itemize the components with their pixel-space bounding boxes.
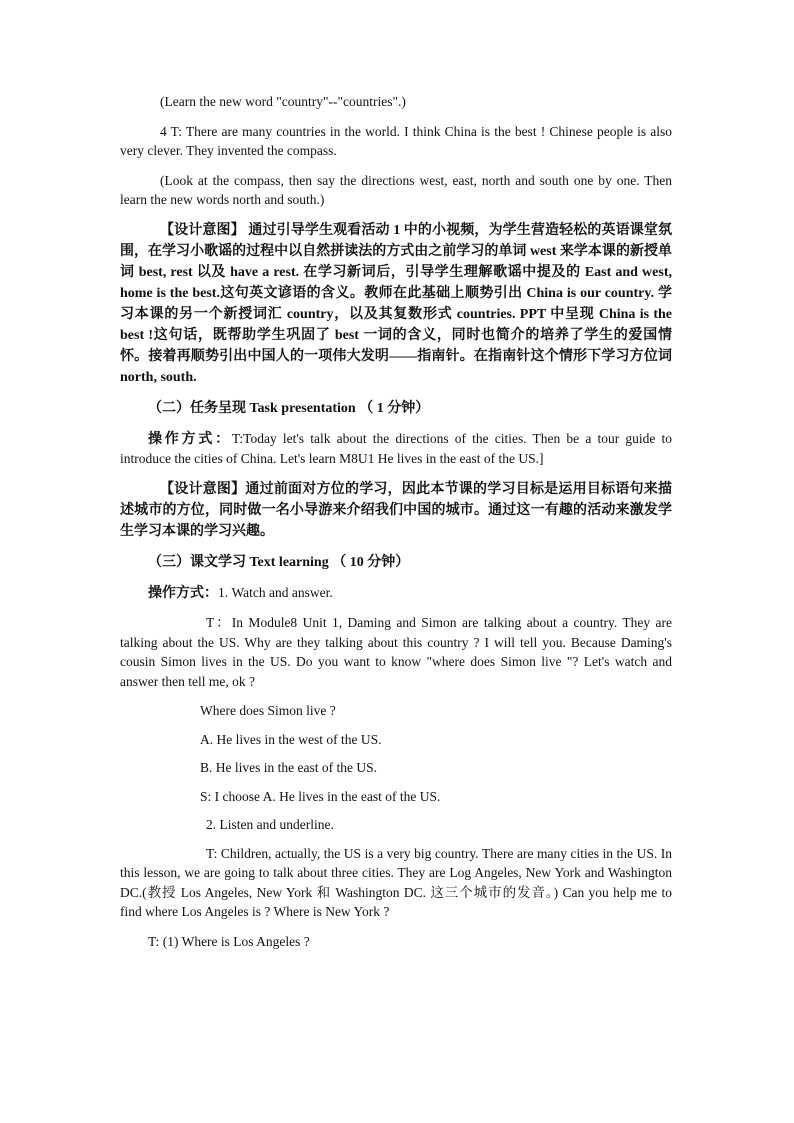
learn-country-line: (Learn the new word "country"--"countries".) bbox=[160, 94, 406, 109]
task-presentation-text: T:Today let's talk about the directions of the cities. Then be a tour guide to introduce the cities of China. Let's learn M8U1 He lives in the east of the US.] bbox=[120, 430, 672, 466]
operation-label: 操作方式： bbox=[148, 431, 232, 447]
teacher-countries-paragraph: 4 T: There are many countries in the world. I think China is the best ! Chinese people is also very clever. They invented the compass. bbox=[120, 123, 672, 158]
task-presentation-paragraph bbox=[120, 429, 672, 469]
section-task-presentation-title: （二）任务呈现 Task presentation （ 1 分钟） bbox=[148, 400, 430, 416]
listen-underline-line: 2. Listen and underline. bbox=[206, 817, 334, 832]
student-answer-line: S: I choose A. He lives in the east of the US. bbox=[200, 788, 441, 804]
document-page bbox=[120, 92, 672, 961]
design-intent-paragraph-1: 【设计意图】 通过引导学生观看活动 1 中的小视频，为学生营造轻松的英语课堂氛围，在学习小歌谣的过程中以自然拼读法的方式由之前学习的单词 west 来学本课的新授单词 best, rest 以及 have a rest. 在学习新词后，引导学生理解歌谣中提及的 East and west, home is the best.这句英文谚语的含义。教师在此基础上顺势引出 China is our country. 学习本课的另一个新授词汇 country，以及其复数形式 countries. PPT 中呈现 China is the best !这句话，既帮助学生巩固了 best 一词的含义，同时也简介的培养了学生的爱国情怀。接着再顺势引出中国人的一项伟大发明——指南针。在指南针这个情形下学习方位词 north, south. bbox=[120, 222, 672, 385]
operation-label: 操作方式： bbox=[148, 585, 218, 601]
option-a-line: A. He lives in the west of the US. bbox=[200, 731, 382, 747]
option-b-line: B. He lives in the east of the US. bbox=[200, 760, 377, 775]
design-intent-paragraph-2: 【设计意图】通过前面对方位的学习，因此本节课的学习目标是运用目标语句来描述城市的方位，同时做一名小导游来介绍我们中国的城市。通过这一有趣的活动来激发学生学习本课的学习兴趣。 bbox=[120, 481, 672, 539]
teacher-children-paragraph: T: Children, actually, the US is a very big country. There are many cities in the US. In this lesson, we are going to talk about three cities. They are Log Angeles, New York and Washington DC.(教授 Los Angeles, New York 和 Washington DC. 这三个城市的发音。) Can you help me to find where Los Angeles is ? Where is New York ? bbox=[120, 845, 672, 919]
section-text-learning-title: （三）课文学习 Text learning （ 10 分钟） bbox=[148, 554, 410, 570]
question-line: Where does Simon live ? bbox=[200, 703, 336, 718]
compass-paragraph: (Look at the compass, then say the directions west, east, north and south one by one. Then learn the new words north and south.) bbox=[120, 172, 672, 207]
text-learning-text: 1. Watch and answer. bbox=[218, 584, 333, 600]
text-learning-paragraph bbox=[120, 583, 672, 604]
question-los-angeles-line: T: (1) Where is Los Angeles ? bbox=[148, 933, 310, 949]
teacher-module-paragraph: T：In Module8 Unit 1, Daming and Simon are talking about a country. They are talking about the US. Why are they talking about this country ? I will tell you. Because Daming's cousin Simon lives in the US. Do you want to know "where does Simon live "? Let's watch and answer then tell me, ok ? bbox=[120, 615, 672, 689]
